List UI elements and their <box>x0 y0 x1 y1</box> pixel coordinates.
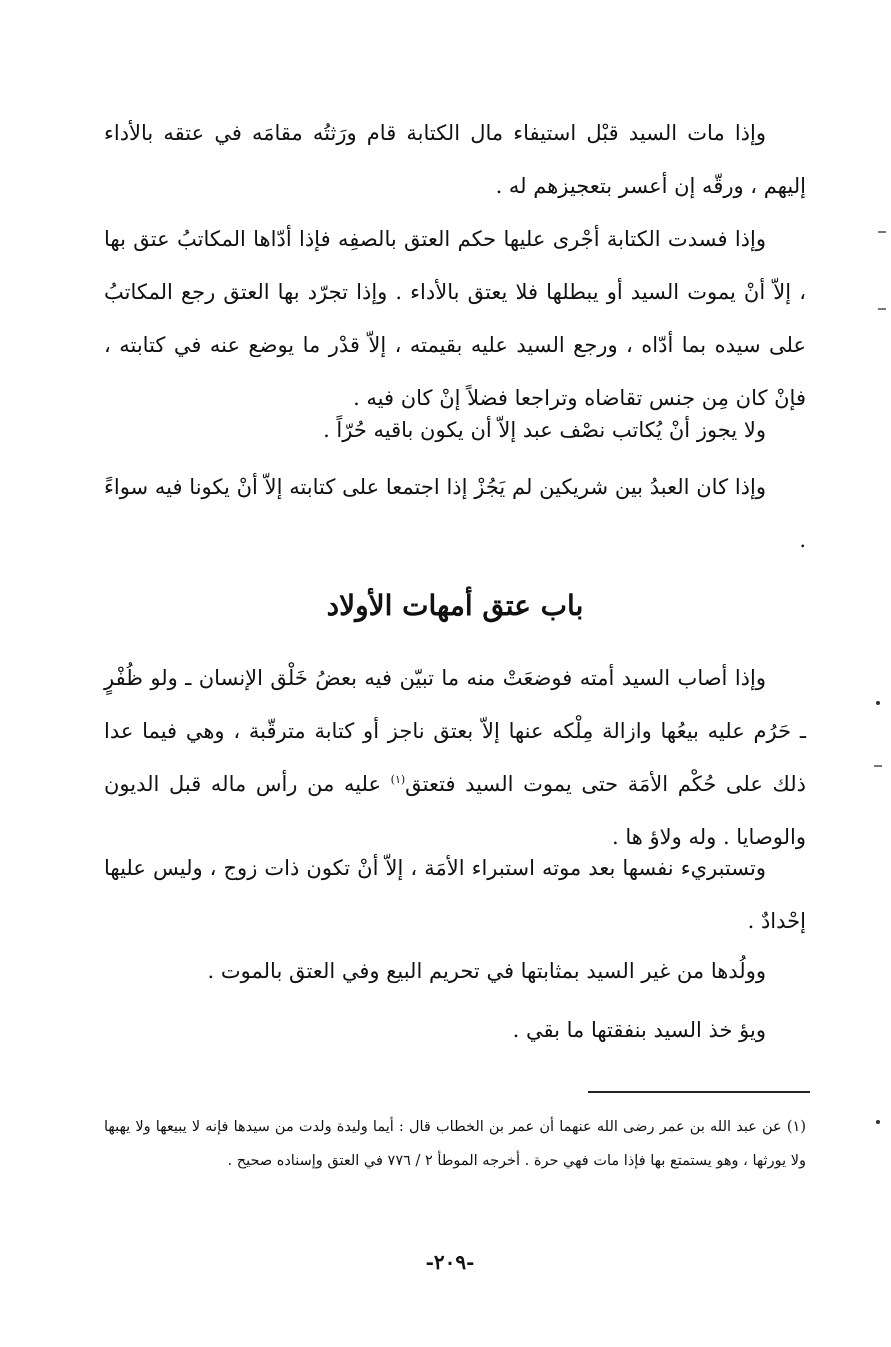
paragraph-3: ولا يجوز أنْ يُكاتب نصْف عبد إلاّ أن يكون باقيه حُرّاً . <box>323 418 766 442</box>
paragraph-2: وإذا فسدت الكتابة أجْرى عليها حكم العتق بالصفِه فإذا أدّاها المكاتبُ عتق بها ، إلاّ أنْ يموت السيد أو يبطلها فلا يعتق بالأداء . وإذا تجرّد بها العتق رجع المكاتبُ على سيده بما أدّاه ، ورجع السيد عليه بقيمته ، إلاّ قدْر ما يوضع عنه في كتابته ، فإنْ كان مِن جنس تقاضاه وتراجعا فضلاً إنْ كان فيه . <box>104 227 806 410</box>
section-paragraph-1-text: وإذا أصاب السيد أمته فوضعَتْ منه ما تبيّن فيه بعضُ خَلْق الإنسان ـ ولو ظُفْرٍ ـ حَرُم عليه بيعُها وازالة مِلْكه عنها إلاّ بعتق ناجز أو كتابة مترقّبة ، وهي فيما عدا ذلك على حُكْم الأمَة حتى يموت السيد فتعتق <box>104 666 806 796</box>
margin-mark <box>876 701 880 705</box>
page-number: -٢٠٩- <box>425 1250 475 1274</box>
section-paragraph-1-text-cont: عليه من رأس ماله قبل الديون والوصايا . وله ولاؤ ها . <box>104 772 806 849</box>
footnote-text: عن عبد الله بن عمر رضى الله عنهما أن عمر بن الخطاب قال : أيما وليدة ولدت من سيدها فإنه لا يبيعها ولا يهبها ولا يورثها ، وهو يستمتع بها فإذا مات فهي حرة . أخرجه الموطأ ٢ / ٧٧٦ في العتق وإسناده صحيح . <box>104 1119 806 1169</box>
margin-mark <box>876 1120 880 1124</box>
footnote-separator <box>588 1091 810 1093</box>
margin-mark <box>874 765 882 767</box>
paragraph-1: وإذا مات السيد قبْل استيفاء مال الكتابة قام ورَثتُه مقامَه في عتقه بالأداء إليهم ، ورقّه إن أعسر بتعجيزهم له . <box>104 121 806 198</box>
margin-mark <box>878 231 886 233</box>
section-paragraph-4: ويؤ خذ السيد بنفقتها ما بقي . <box>512 1018 766 1042</box>
section-heading: باب عتق أمهات الأولاد <box>326 589 584 622</box>
footnote <box>104 1110 806 1178</box>
footnote-number: (١) <box>786 1119 807 1135</box>
section-paragraph-3: وولُدها من غير السيد بمثابتها في تحريم البيع وفي العتق بالموت . <box>207 959 766 983</box>
section-paragraph-1 <box>104 652 806 864</box>
footnote-reference: (١) <box>390 773 406 786</box>
section-paragraph-2: وتستبريء نفسها بعد موته استبراء الأمَة ، إلاّ أنْ تكون ذات زوج ، وليس عليها إحْدادٌ . <box>104 856 806 933</box>
paragraph-4: وإذا كان العبدُ بين شريكين لم يَجُزْ إذا اجتمعا على كتابته إلاّ أنْ يكونا فيه سواءً . <box>104 475 806 552</box>
margin-mark <box>878 308 886 310</box>
